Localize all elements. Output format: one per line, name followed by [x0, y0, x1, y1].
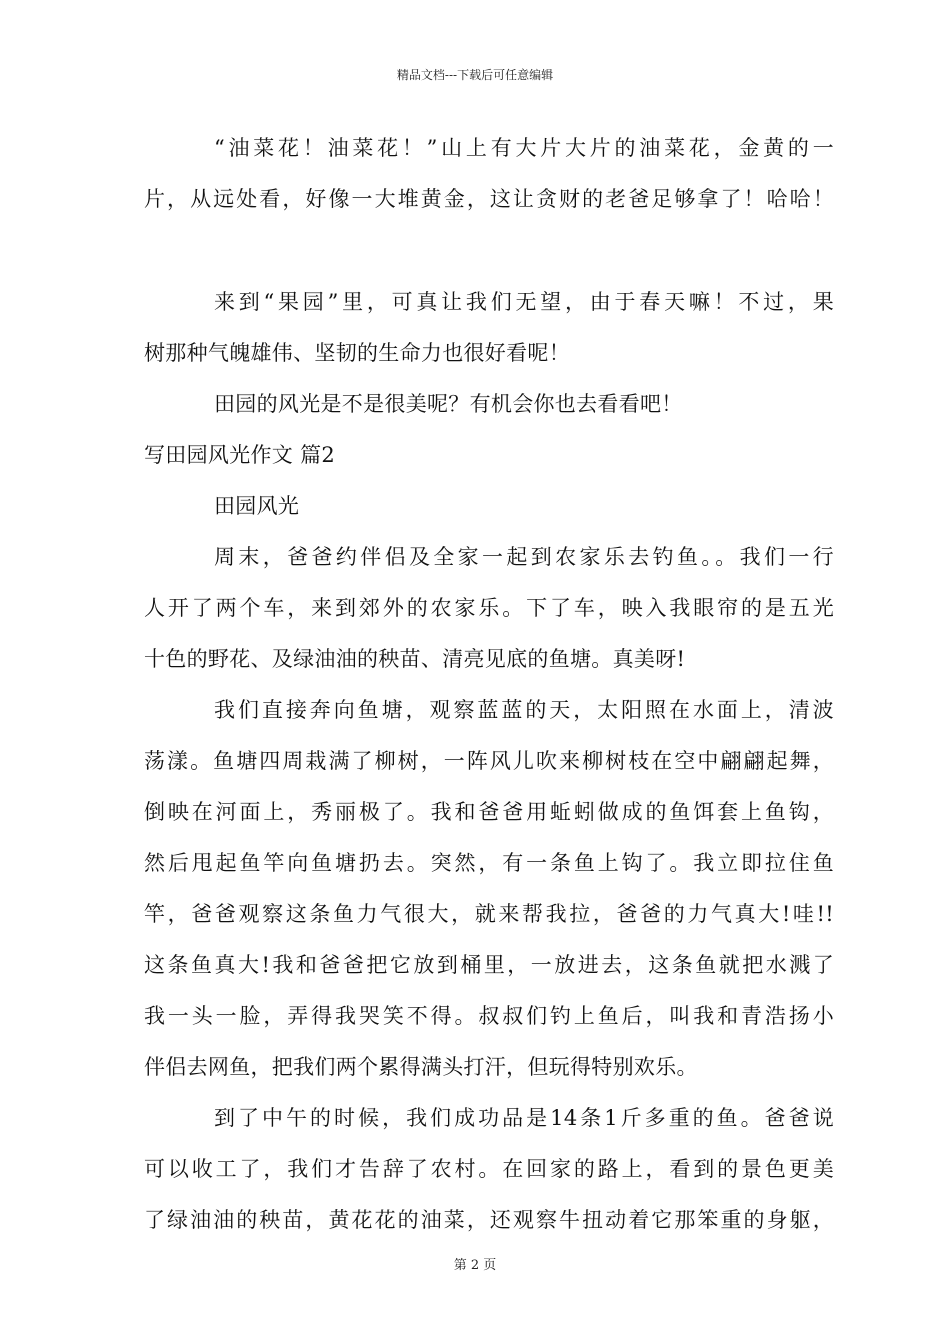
paragraph-line: 荡漾。鱼塘四周栽满了柳树，一阵风儿吹来柳树枝在空中翩翩起舞，: [144, 749, 834, 773]
paragraph-line: 这条鱼真大!我和爸爸把它放到桶里，一放进去，这条鱼就把水溅了: [144, 953, 834, 977]
article-title: 田园风光: [214, 494, 300, 518]
paragraph-gap: [144, 225, 834, 277]
paragraph-line: 田园的风光是不是很美呢？有机会你也去看看吧！: [214, 392, 683, 416]
paragraph-line: 倒映在河面上，秀丽极了。我和爸爸用蚯蚓做成的鱼饵套上鱼钩，: [144, 800, 834, 824]
paragraph-line: 片，从远处看，好像一大堆黄金，这让贪财的老爸足够拿了！哈哈！: [144, 187, 834, 211]
section-heading: 写田园风光作文 篇2: [144, 443, 336, 467]
page-number: 第 2 页: [453, 1258, 497, 1273]
paragraph-line: 我们直接奔向鱼塘，观察蓝蓝的天，太阳照在水面上，清波: [214, 698, 834, 722]
paragraph-line: 然后甩起鱼竿向鱼塘扔去。突然，有一条鱼上钩了。我立即拉住鱼: [144, 851, 834, 875]
document-body: [144, 123, 834, 1246]
paragraph-line: 伴侣去网鱼，把我们两个累得满头打汗，但玩得特别欢乐。: [144, 1055, 698, 1079]
paragraph-line: 来到“果园”里，可真让我们无望，由于春天嘛！不过，果: [214, 290, 834, 314]
paragraph-line: 树那种气魄雄伟、坚韧的生命力也很好看呢！: [144, 341, 570, 365]
paragraph-line: “油菜花！油菜花！”山上有大片大片的油菜花，金黄的一: [214, 136, 834, 160]
paragraph-line: 十色的野花、及绿油油的秧苗、清亮见底的鱼塘。真美呀!: [144, 647, 686, 671]
page-header: 精品文档---下载后可任意编辑: [396, 68, 554, 82]
paragraph-line: 周末，爸爸约伴侣及全家一起到农家乐去钓鱼。。我们一行: [214, 545, 834, 569]
paragraph-line: 我一头一脸，弄得我哭笑不得。叔叔们钓上鱼后，叫我和青浩扬小: [144, 1004, 834, 1028]
paragraph-line: 了绿油油的秧苗，黄花花的油菜，还观察牛扭动着它那笨重的身躯，: [144, 1208, 834, 1232]
paragraph-line: 可以收工了，我们才告辞了农村。在回家的路上，看到的景色更美: [144, 1157, 834, 1181]
paragraph-line: 到了中午的时候，我们成功品是14条1斤多重的鱼。爸爸说: [214, 1106, 834, 1130]
paragraph-line: 人开了两个车，来到郊外的农家乐。下了车，映入我眼帘的是五光: [144, 596, 834, 620]
paragraph-line: 竿，爸爸观察这条鱼力气很大，就来帮我拉，爸爸的力气真大!哇!!: [144, 902, 834, 926]
